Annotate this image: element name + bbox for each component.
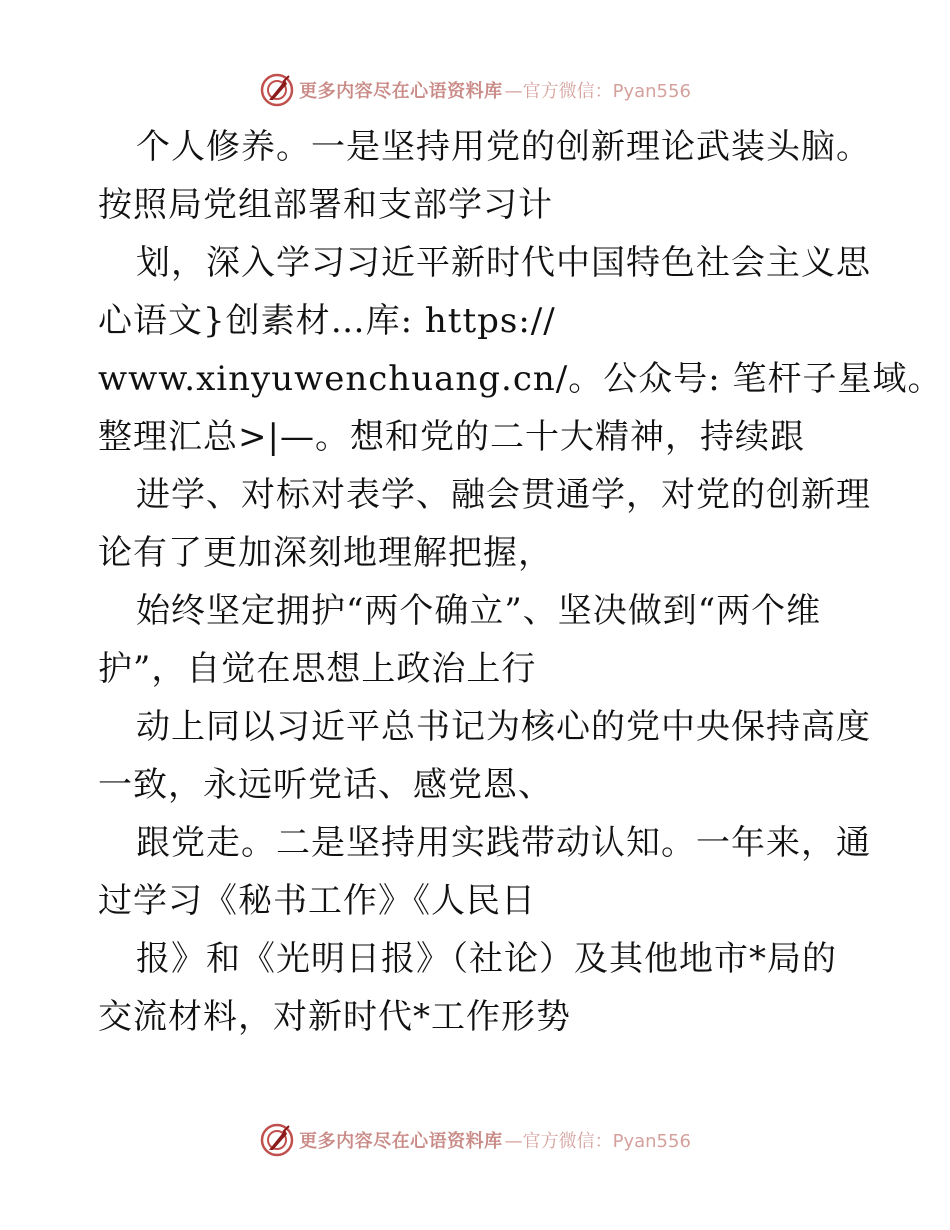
text-line: 进学、对标对表学、融会贯通学，对党的创新理	[136, 475, 871, 515]
text-line: 心语文}创素材…库: https://	[98, 301, 556, 341]
text-line: 交流材料，对新时代*工作形势	[98, 997, 571, 1037]
footer-watermark	[0, 1120, 950, 1160]
document-body	[98, 118, 943, 1046]
text-line: 按照局党组部署和支部学习计	[98, 185, 553, 225]
text-line: 整理汇总>|—。想和党的二十大精神，持续跟	[98, 417, 805, 457]
text-line: 动上同以习近平总书记为核心的党中央保持高度	[136, 707, 871, 747]
text-line: 划，深入学习习近平新时代中国特色社会主义思	[136, 243, 871, 283]
text-line: 一致，永远听党话、感党恩、	[98, 765, 553, 805]
quill-logo-icon	[259, 1122, 295, 1158]
watermark-site-text: 更多内容尽在心语资料库	[299, 1131, 503, 1152]
text-line: 个人修养。一是坚持用党的创新理论武装头脑。	[136, 127, 871, 167]
quill-logo-icon	[259, 72, 295, 108]
text-line: 报》和《光明日报》（社论）及其他地市*局的	[136, 939, 837, 979]
text-line: 护”，自觉在思想上政治上行	[98, 649, 537, 689]
text-line: 跟党走。二是坚持用实践带动认知。一年来，通	[136, 823, 871, 863]
text-line: www.xinyuwenchuang.cn/。公众号: 笔杆子星域。	[98, 359, 943, 399]
watermark-site-text: 更多内容尽在心语资料库	[299, 81, 503, 102]
header-watermark	[0, 70, 950, 110]
watermark-wechat-text: —官方微信：Pyan556	[504, 1131, 691, 1152]
watermark-wechat-text: —官方微信：Pyan556	[504, 81, 691, 102]
text-line: 始终坚定拥护“两个确立”、坚决做到“两个维	[136, 591, 822, 631]
text-line: 过学习《秘书工作》《人民日	[98, 881, 536, 921]
text-line: 论有了更加深刻地理解把握，	[98, 533, 553, 573]
